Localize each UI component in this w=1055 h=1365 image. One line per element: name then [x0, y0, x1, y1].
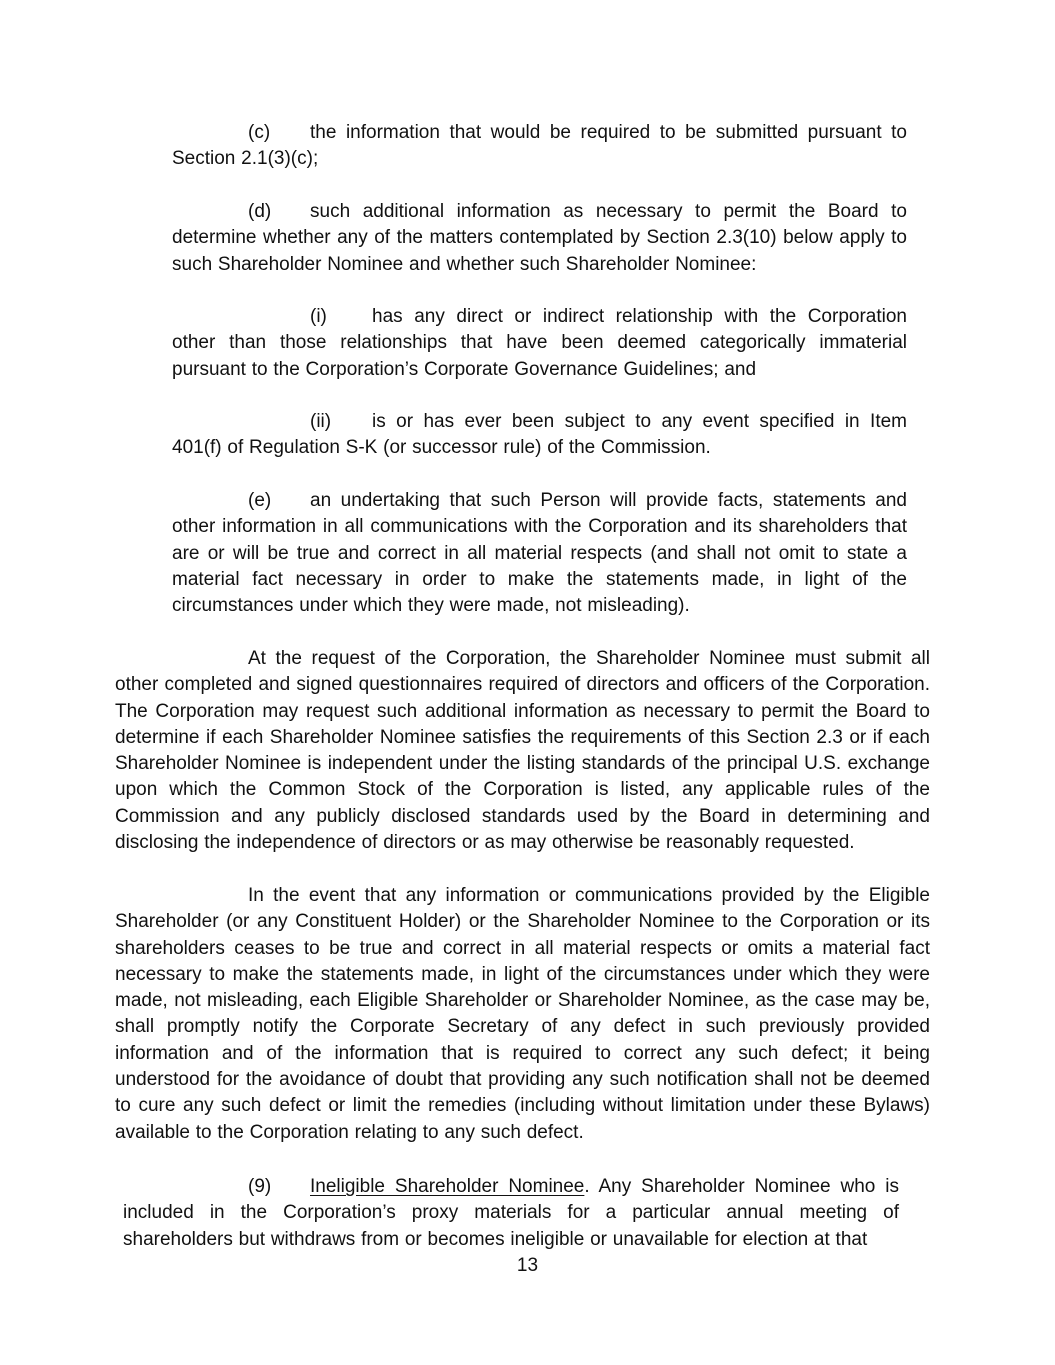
list-item-text: the information that would be required to be submitted pursuant to Section 2.1(3)(c);	[172, 122, 907, 170]
list-item-text: an undertaking that such Person will provide facts, statements and other information in all communications with the Corporation and its shareholders that are or will be true and correct in all material respects (and shall not omit to state a material fact necessary in order to make the statements made, in light of the circumstances under which they were made, not misleading).	[172, 490, 907, 617]
list-item-c	[172, 120, 907, 173]
list-item-label: (c)	[248, 122, 271, 143]
list-item-text: such additional information as necessary to permit the Board to determine whether any of the matters contemplated by Section 2.3(10) below apply to such Shareholder Nominee and whether such Shareholder Nominee:	[172, 201, 907, 275]
section-9-label: (9)	[248, 1176, 272, 1197]
list-item-label: (i)	[310, 306, 327, 327]
body-paragraph-request: At the request of the Corporation, the Shareholder Nominee must submit all other completed and signed questionnaires required of directors and officers of the Corporation. The Corporation may request such additional information as necessary to permit the Board to determine if each Shareholder Nominee satisfies the requirements of this Section 2.3 or if each Shareholder Nominee is independent under the listing standards of the principal U.S. exchange upon which the Common Stock of the Corporation is listed, any applicable rules of the Commission and any publicly disclosed standards used by the Board in determining and disclosing the independence of directors or as may otherwise be reasonably requested.	[115, 648, 930, 854]
list-item-label: (d)	[248, 201, 272, 222]
list-item-d	[172, 199, 907, 278]
list-item-ii	[172, 409, 907, 462]
page-number: 13	[516, 1255, 539, 1276]
body-paragraph-defect: In the event that any information or communications provided by the Eligible Shareholder (or any Constituent Holder) or the Shareholder Nominee to the Corporation or its shareholders ceases to be true and correct in all material respects or omits a material fact necessary to make the statements made, in light of the circumstances under which they were made, not misleading, each Eligible Shareholder or Shareholder Nominee, as the case may be, shall promptly notify the Corporate Secretary of any defect in such previously provided information and of the information that is required to correct any such defect; it being understood for the avoidance of doubt that providing any such notification shall not be deemed to cure any such defect or limit the remedies (including without limitation under these Bylaws) available to the Corporation relating to any such defect.	[115, 885, 930, 1143]
list-item-i	[172, 304, 907, 383]
list-item-text: is or has ever been subject to any event specified in Item 401(f) of Regulation S-K (or successor rule) of the Commission.	[172, 411, 907, 459]
section-9-paragraph	[123, 1174, 899, 1253]
section-9-text: . Any Shareholder Nominee who is included in the Corporation’s proxy materials for a particular annual meeting of shareholders but withdraws from or becomes ineligible or unavailable for election at that	[123, 1176, 900, 1250]
list-item-label: (e)	[248, 490, 272, 511]
section-9-heading: Ineligible Shareholder Nominee	[310, 1176, 585, 1197]
list-item-e	[172, 488, 907, 619]
list-item-text: has any direct or indirect relationship with the Corporation other than those relationships that have been deemed categorically immaterial pursuant to the Corporation’s Corporate Governance Guidelines; and	[172, 306, 907, 380]
list-item-label: (ii)	[310, 411, 332, 432]
